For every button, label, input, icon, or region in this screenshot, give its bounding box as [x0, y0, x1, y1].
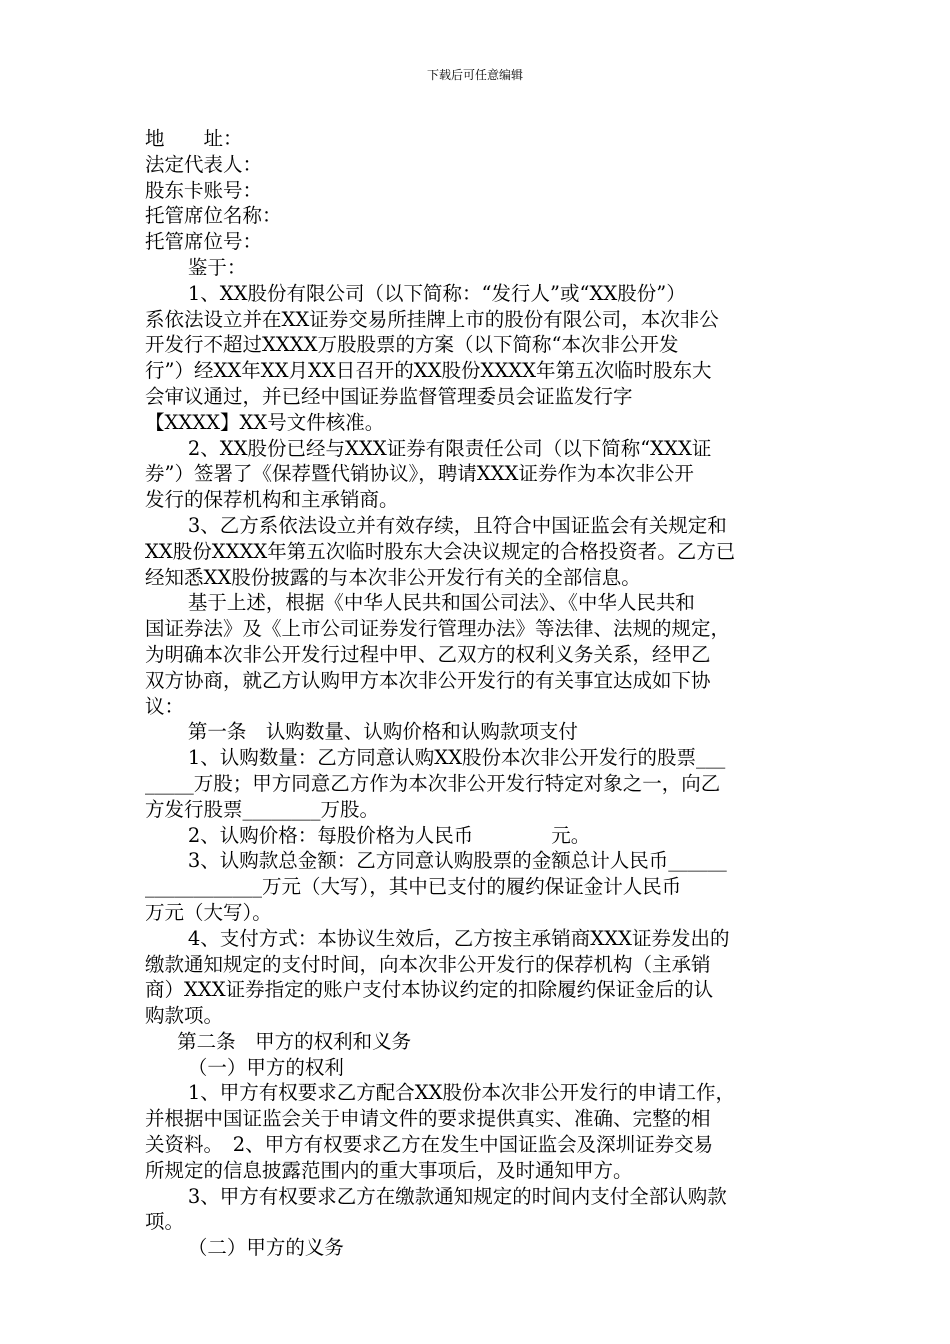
text-line: （二）甲方的义务	[187, 1236, 344, 1260]
text-line: 关资料。 2、甲方有权要求乙方在发生中国证监会及深圳证券交易	[145, 1133, 714, 1157]
text-line: 项。	[145, 1210, 185, 1234]
text-line: 为明确本次非公开发行过程中甲、乙双方的权利义务关系，经甲乙	[145, 642, 711, 666]
text-line: 第二条 甲方的权利和义务	[177, 1029, 412, 1053]
text-line: _____万股；甲方同意乙方作为本次非公开发行特定对象之一，向乙	[145, 771, 721, 795]
text-line: 托管席位号：	[145, 230, 263, 254]
text-line: 【XXXX】XX号文件核准。	[145, 410, 385, 434]
text-line: 3、认购款总金额：乙方同意认购股票的金额总计人民币______	[187, 849, 727, 873]
text-line: 商）XXX证券指定的账户支付本协议约定的扣除履约保证金后的认	[145, 978, 714, 1002]
text-line: 4、支付方式：本协议生效后，乙方按主承销商XXX证券发出的	[187, 926, 730, 950]
text-line: （一）甲方的权利	[187, 1055, 344, 1079]
text-line: 3、甲方有权要求乙方在缴款通知规定的时间内支付全部认购款	[187, 1184, 727, 1208]
text-line: 基于上述，根据《中华人民共和国公司法》、《中华人民共和	[187, 591, 695, 615]
text-line: 所规定的信息披露范围内的重大事项后，及时通知甲方。	[145, 1158, 633, 1182]
text-line: 开发行不超过XXXX万股股票的方案（以下简称“本次非公开发	[145, 333, 679, 357]
text-line: 2、XX股份已经与XXX证券有限责任公司（以下简称“XXX证	[187, 436, 712, 460]
text-line: 缴款通知规定的支付时间，向本次非公开发行的保荐机构（主承销	[145, 952, 711, 976]
text-line: 券”）签署了《保荐暨代销协议》，聘请XXX证券作为本次非公开	[145, 462, 694, 486]
text-line: 3、乙方系依法设立并有效存续，且符合中国证监会有关规定和	[187, 513, 727, 537]
text-line: 2、认购价格：每股价格为人民币 元。	[187, 823, 591, 847]
text-line: 行”）经XX年XX月XX日召开的XX股份XXXX年第五次临时股东大	[145, 359, 712, 383]
text-line: 第一条 认购数量、认购价格和认购款项支付	[187, 720, 578, 744]
text-line: 议：	[145, 694, 185, 718]
text-line: 经知悉XX股份披露的与本次非公开发行有关的全部信息。	[145, 565, 641, 589]
text-line: 并根据中国证监会关于申请文件的要求提供真实、准确、完整的相	[145, 1107, 711, 1131]
text-line: 1、认购数量：乙方同意认购XX股份本次非公开发行的股票___	[187, 746, 726, 770]
text-line: XX股份XXXX年第五次临时股东大会决议规定的合格投资者。乙方已	[145, 539, 736, 563]
text-line: 鉴于：	[187, 255, 247, 279]
text-line: 地 址：	[145, 127, 243, 150]
text-line: 1、甲方有权要求乙方配合XX股份本次非公开发行的申请工作，	[187, 1081, 736, 1105]
text-line: 系依法设立并在XX证券交易所挂牌上市的股份有限公司，本次非公	[145, 307, 719, 331]
text-line: 万元（大写）。	[145, 900, 272, 924]
text-line: 方发行股票________万股。	[145, 797, 380, 821]
text-line: 发行的保荐机构和主承销商。	[145, 488, 399, 512]
text-line: 双方协商，就乙方认购甲方本次非公开发行的有关事宜达成如下协	[145, 668, 711, 692]
text-line: 托管席位名称：	[145, 204, 282, 228]
page-header: 下载后可任意编辑	[426, 68, 523, 82]
text-line: 购款项。	[145, 1004, 224, 1028]
text-line: 股东卡账号：	[145, 178, 263, 202]
text-line: 法定代表人：	[145, 152, 263, 176]
document-body	[145, 126, 810, 1261]
text-line: 会审议通过，并已经中国证券监督管理委员会证监发行字	[145, 384, 633, 408]
text-line: ____________万元（大写），其中已支付的履约保证金计人民币	[145, 875, 682, 899]
text-line: 国证券法》及《上市公司证券发行管理办法》等法律、法规的规定，	[145, 617, 731, 641]
text-line: 1、XX股份有限公司（以下简称：“发行人”或“XX股份”）	[187, 281, 686, 305]
